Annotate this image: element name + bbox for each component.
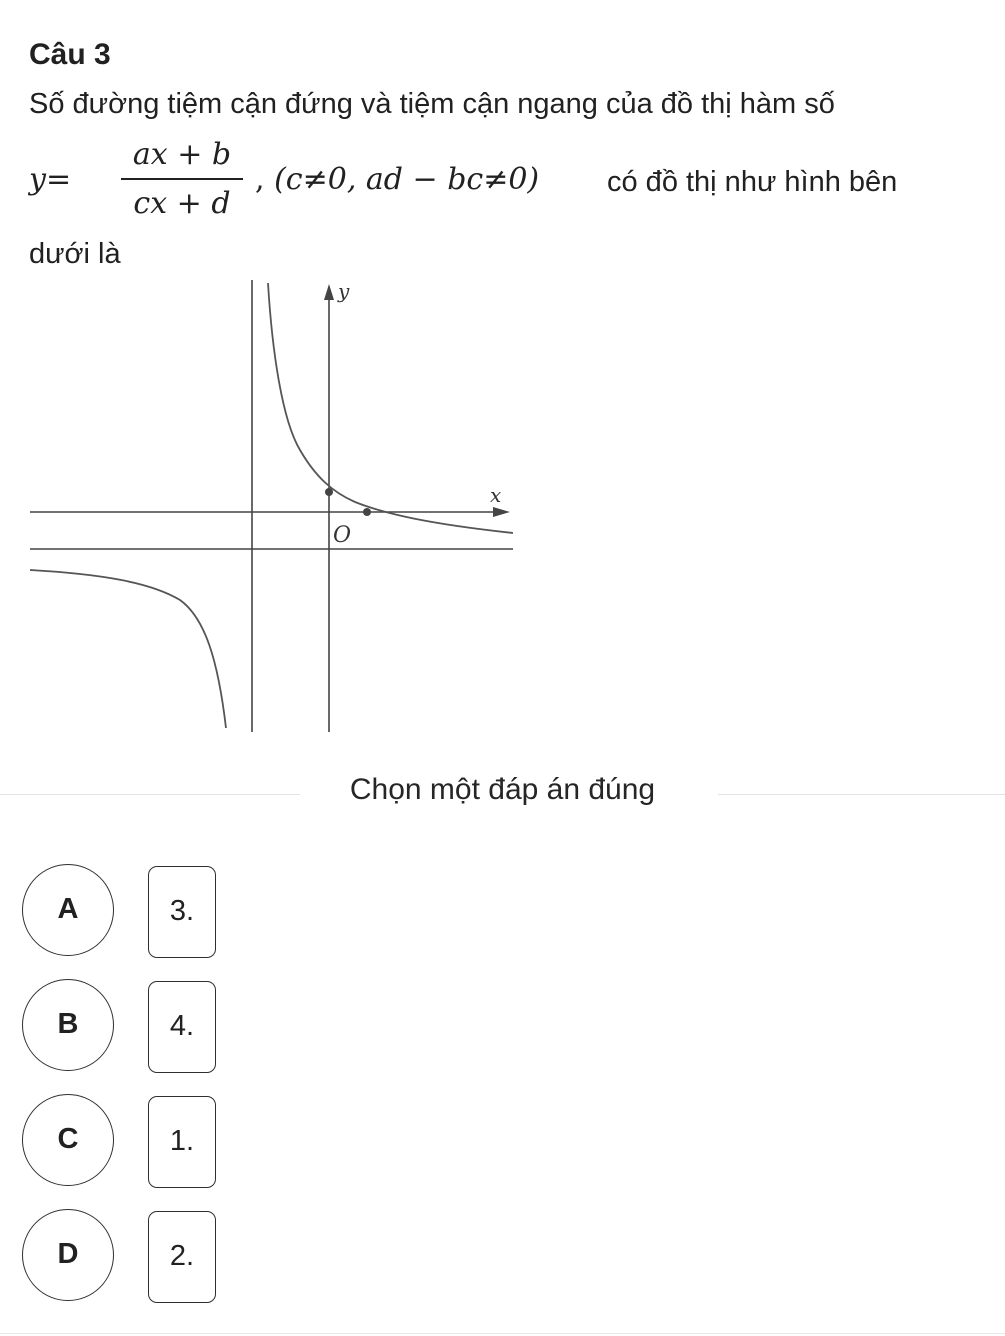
- curve-right-branch: [268, 283, 513, 533]
- option-a-answer[interactable]: 3.: [148, 866, 216, 958]
- formula-denominator: cx + d: [133, 186, 231, 221]
- y-axis-arrow: [324, 284, 334, 300]
- question-text-line1: Số đường tiệm cận đứng và tiệm cận ngang của đồ thị hàm số: [29, 88, 835, 120]
- option-a-letter[interactable]: A: [22, 864, 114, 956]
- formula-fraction: [121, 132, 243, 228]
- option-d-answer[interactable]: 2.: [148, 1211, 216, 1303]
- formula-lhs: [29, 162, 71, 197]
- option-b-answer[interactable]: 4.: [148, 981, 216, 1073]
- option-c-letter[interactable]: C: [22, 1094, 114, 1186]
- formula-numerator: ax + b: [132, 137, 232, 172]
- x-axis-arrow: [493, 507, 510, 517]
- option-d-letter[interactable]: D: [22, 1209, 114, 1301]
- choose-answer-label: Chọn một đáp án đúng: [349, 773, 656, 806]
- question-text-line2: có đồ thị như hình bên: [607, 166, 898, 198]
- curve-left-branch: [30, 570, 226, 728]
- question-title: Câu 3: [29, 38, 111, 71]
- function-graph: [0, 270, 540, 740]
- formula-comma: ,: [255, 162, 265, 197]
- divider-right: [718, 794, 1005, 795]
- option-b-letter[interactable]: B: [22, 979, 114, 1071]
- formula-condition-group: [255, 162, 539, 197]
- bottom-divider: [0, 1333, 1005, 1334]
- origin-label: O: [333, 523, 352, 548]
- formula-y: y: [29, 162, 46, 197]
- x-axis-label: x: [490, 483, 502, 507]
- option-c-answer[interactable]: 1.: [148, 1096, 216, 1188]
- x-intercept-point: [363, 508, 371, 516]
- formula-equals: =: [45, 162, 72, 197]
- formula-condition: (c≠0, ad − bc≠0): [274, 162, 540, 197]
- question-text-line3: dưới là: [29, 238, 121, 270]
- function-formula: [29, 132, 989, 232]
- y-intercept-point: [325, 488, 333, 496]
- y-axis-label: y: [338, 279, 350, 303]
